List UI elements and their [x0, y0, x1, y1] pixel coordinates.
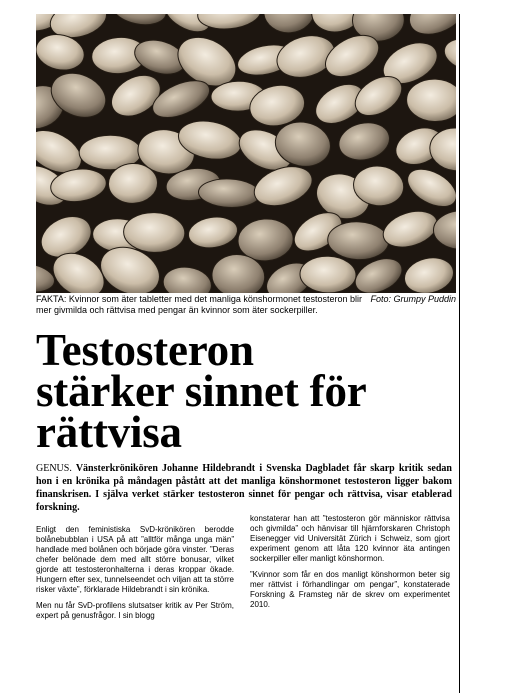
- headline-line-3: rättvisa: [36, 407, 182, 457]
- photo-caption: [36, 294, 456, 316]
- pills-photo: [36, 14, 456, 293]
- lede-text: Vänsterkrönikören Johanne Hildebrandt i Svenska Dagbladet får skarp kritik sedan hon i en krönika på måndagen påstått att det manliga könshormonet testosteron ligger bakom finanskrisen. I själva verket stärker testosteron sinnet för pengar och rättvisa, visar etablerad forskning.: [36, 463, 452, 513]
- headline-line-1: Testosteron: [36, 325, 254, 375]
- body-column-2: [250, 514, 450, 616]
- photo-credit: Foto: Grumpy Puddin: [370, 294, 456, 304]
- caption-text: FAKTA: Kvinnor som äter tabletter med det manliga könshormonet testosteron blir mer givmilda och rättvisa med pengar än kvinnor som äter sockerpiller.: [36, 294, 362, 315]
- body-column-1: [36, 525, 234, 627]
- body-paragraph: konstaterar han att ”testosteron gör människor rättvisa och givmilda” och hänvisar till hjärnforskaren Christoph Eisenegger vid Universität Zürich i Schweiz, som gjort experiment genom att låta 120 kvinnor äta antingen sockerpiller eller manligt könshormon.: [250, 514, 450, 563]
- article-headline: [36, 325, 456, 457]
- body-paragraph: Enligt den feministiska SvD-krönikören berodde bolånebubblan i USA på att ”alltför många unga män” handlade med bolånen och började göra vinster. ”Deras chefer belönade dem med allt större bonusar, vilket gjorde att testosteronhalterna i deras kroppar ökade. Hungern efter sex, tunnelseendet och viljan att ta större risker växte”, förklarade Hildebrandt i sin krönika.: [36, 525, 234, 594]
- headline-line-2: stärker sinnet för: [36, 366, 367, 416]
- column-rule: [459, 14, 460, 693]
- body-paragraph: Men nu får SvD-profilens slutsatser kritik av Per Ström, expert på genusfrågor. I sin blogg: [36, 601, 234, 620]
- body-paragraph: ”Kvinnor som får en dos manligt könshormon beter sig mer rättvist i förhandlingar om pengar”, konstaterade Forskning & Framsteg när de skrev om experimentet 2010.: [250, 570, 450, 609]
- article-lede: [36, 462, 452, 514]
- lede-kicker: GENUS.: [36, 463, 72, 474]
